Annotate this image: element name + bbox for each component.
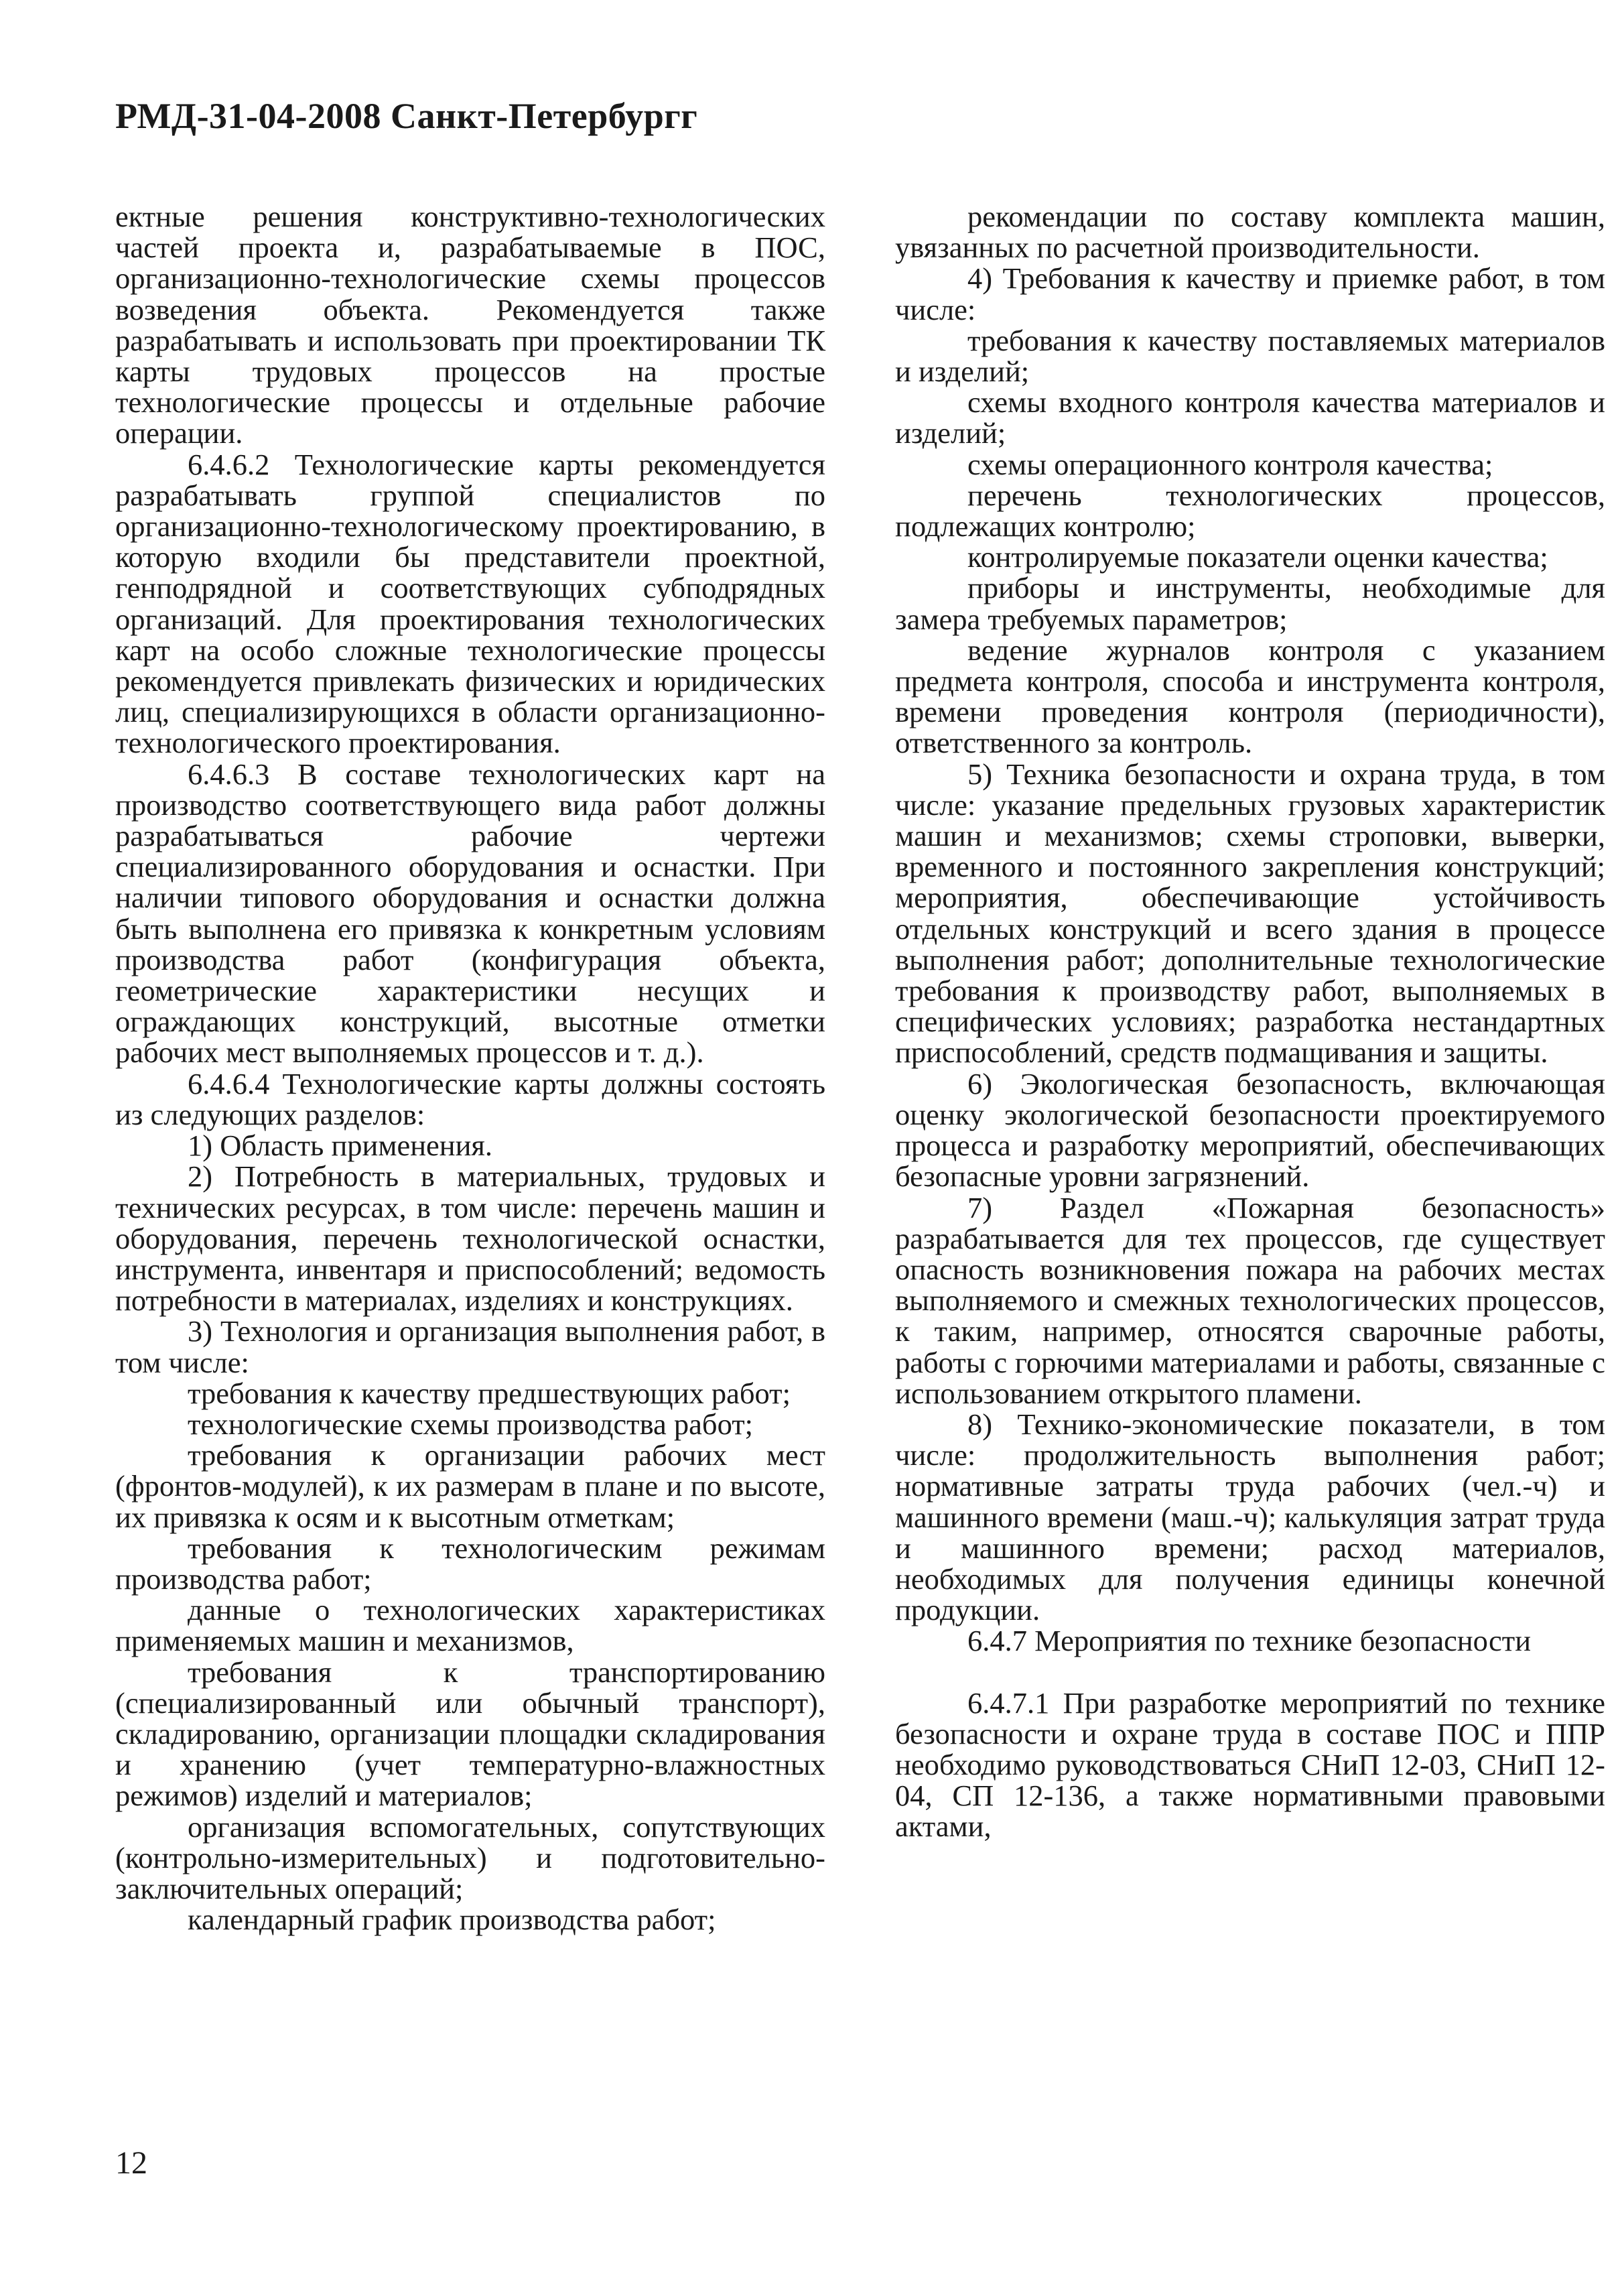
paragraph-6-4-7-1: 6.4.7.1 При разработке мероприятий по технике безопасности и охране труда в составе ПОС и ППР необходимо руководствоваться СНиП 12-03, СНиП 12-04, СП 12-136, а также нормативными правовыми актами, bbox=[895, 1685, 1605, 1844]
sub-item: требования к технологическим режимам производства работ; bbox=[115, 1531, 825, 1596]
list-item-2: 2) Потребность в материальных, трудовых и технических ресурсах, в том числе: перечень машин и оборудования, перечень технологической оснастки, инструмента, инвентаря и приспособлений; ведомость потребности в материалах, изделиях и конструкциях. bbox=[115, 1159, 825, 1318]
sub-item: перечень технологических процессов, подлежащих контролю; bbox=[895, 478, 1605, 544]
paragraph-6-4-6-2: 6.4.6.2 Технологические карты рекомендуется разрабатывать группой специалистов по организационно-технологическому проектированию, в которую входили бы представители проектной, генподрядной и соответствующих субподрядных организаций. Для проектирования технологических карт на особо сложные технологические процессы рекомендуется привлекать физических и юридических лиц, специализирующихся в области организационно-технологического проектирования. bbox=[115, 447, 825, 760]
list-item-1: 1) Область применения. bbox=[188, 1129, 493, 1163]
sub-item: контролируемые показатели оценки качества; bbox=[967, 540, 1548, 574]
sub-item: организация вспомогательных, сопутствующих (контрольно-измерительных) и подготовительно-заключительных операций; bbox=[115, 1809, 825, 1905]
sub-item: требования к организации рабочих мест (фронтов-модулей), к их размерам в плане и по высоте, их привязка к осям и к высотным отметкам; bbox=[115, 1438, 825, 1534]
sub-item: требования к транспортированию (специализированный или обычный транспорт), складированию, организации площадки складирования и хранению (учет температурно-влажностных режимов) изделий и материалов; bbox=[115, 1655, 825, 1813]
list-item-3: 3) Технология и организация выполнения работ, в том числе: bbox=[115, 1314, 825, 1379]
sub-item: календарный график производства работ; bbox=[188, 1903, 716, 1937]
list-item-7: 7) Раздел «Пожарная безопасность» разрабатывается для тех процессов, где существует опасность возникновения пожара на рабочих местах выполняемого и смежных технологических процессов, к таким, например, относятся сварочные работы, работы с горючими материалами и работы, связанные с использованием открытого пламени. bbox=[895, 1190, 1605, 1410]
paragraph-6-4-6-3: 6.4.6.3 В составе технологических карт на производство соответствующего вида работ должны разрабатываться рабочие чертежи специализированного оборудования и оснастки. При наличии типового оборудования и оснастки должна быть выполнена его привязка к конкретным условиям производства работ (конфигурация объекта, геометрические характеристики несущих и ограждающих конструкций, высотные отметки рабочих мест выполняемых процессов и т. д.). bbox=[115, 757, 825, 1070]
section-heading-6-4-7: 6.4.7 Мероприятия по технике безопасности bbox=[967, 1624, 1532, 1658]
left-column bbox=[115, 201, 825, 1935]
sub-item: данные о технологических характеристиках применяемых машин и механизмов, bbox=[115, 1593, 825, 1658]
sub-item: схемы операционного контроля качества; bbox=[967, 447, 1493, 481]
paragraph-6-4-6-4: 6.4.6.4 Технологические карты должны состоять из следующих разделов: bbox=[115, 1066, 825, 1131]
sub-item: требования к качеству предшествующих работ; bbox=[188, 1376, 791, 1410]
sub-item: рекомендации по составу комплекта машин, увязанных по расчетной производительности. bbox=[895, 200, 1605, 265]
sub-item: ведение журналов контроля с указанием предмета контроля, способа и инструмента контроля, времени проведения контроля (периодичности), ответственного за контроль. bbox=[895, 633, 1605, 760]
list-item-8: 8) Технико-экономические показатели, в том числе: продолжительность выполнения работ; нормативные затраты труда рабочих (чел.-ч) и машинного времени (маш.-ч); калькуляция затрат труда и машинного времени; расход материалов, необходимых для получения единицы конечной продукции. bbox=[895, 1407, 1605, 1627]
list-item-6: 6) Экологическая безопасность, включающая оценку экологической безопасности проектируемого процесса и разработку мероприятий, обеспечивающих безопасные уровни загрязнений. bbox=[895, 1066, 1605, 1194]
sub-item: схемы входного контроля качества материалов и изделий; bbox=[895, 385, 1605, 450]
sub-item: требования к качеству поставляемых материалов и изделий; bbox=[895, 323, 1605, 389]
document-header: РМД-31-04-2008 Санкт-Петербургг bbox=[115, 96, 698, 136]
list-item-5: 5) Техника безопасности и охрана труда, в том числе: указание предельных грузовых характеристик машин и механизмов; схемы строповки, выверки, временного и постоянного закрепления конструкций; мероприятия, обеспечивающие устойчивость отдельных конструкций и всего здания в процессе выполнения работ; дополнительные технологические требования к производству работ, выполняемых в специфических условиях; разработка нестандартных приспособлений, средств подмащивания и защиты. bbox=[895, 757, 1605, 1070]
page-number: 12 bbox=[115, 2145, 147, 2181]
sub-item: технологические схемы производства работ; bbox=[188, 1407, 754, 1441]
right-column bbox=[895, 201, 1605, 1842]
list-item-4: 4) Требования к качеству и приемке работ, в том числе: bbox=[895, 261, 1605, 326]
paragraph-continuation: ектные решения конструктивно-технологических частей проекта и, разрабатываемые в ПОС, организационно-технологические схемы процессов возведения объекта. Рекомендуется также разрабатывать и использовать при проектировании ТК карты трудовых процессов на простые технологические процессы и отдельные рабочие операции. bbox=[115, 200, 825, 450]
sub-item: приборы и инструменты, необходимые для замера требуемых параметров; bbox=[895, 571, 1605, 636]
